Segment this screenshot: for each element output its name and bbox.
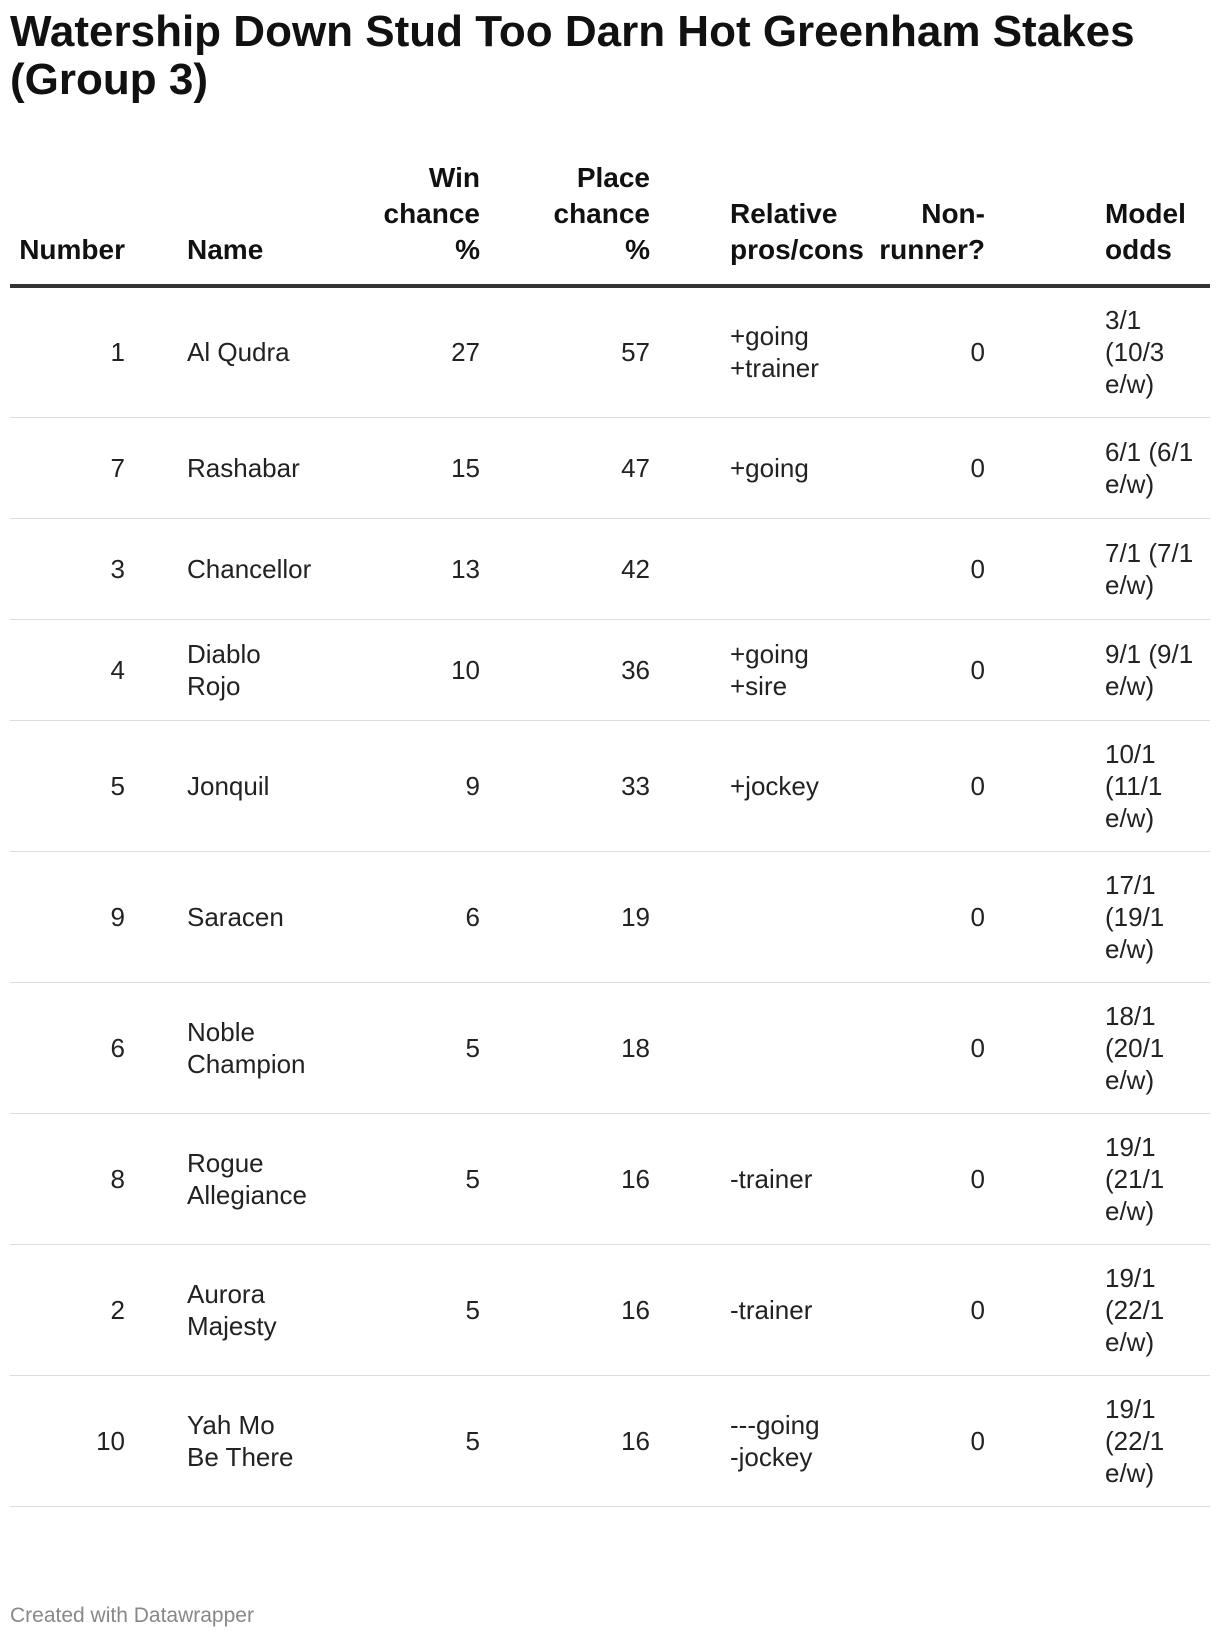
cell-win-chance: 6 [320,851,500,982]
cell-name: Saracen [125,851,320,982]
header-place-chance[interactable]: Place chance % [500,160,670,286]
cell-number: 4 [10,619,125,720]
cell-number: 8 [10,1113,125,1244]
cell-name: Chancellor [125,518,320,619]
cell-place-chance: 42 [500,518,670,619]
table-row [10,982,1210,1113]
cell-number: 10 [10,1375,125,1506]
cell-pros-cons [670,851,860,982]
cell-model-odds: 17/1 (19/1 e/w) [1045,851,1210,982]
cell-non-runner: 0 [860,1375,1045,1506]
cell-place-chance: 36 [500,619,670,720]
cell-non-runner: 0 [860,619,1045,720]
cell-model-odds: 7/1 (7/1 e/w) [1045,518,1210,619]
cell-name: Jonquil [125,720,320,851]
cell-win-chance: 5 [320,982,500,1113]
cell-non-runner: 0 [860,851,1045,982]
cell-place-chance: 16 [500,1375,670,1506]
cell-number: 9 [10,851,125,982]
cell-place-chance: 19 [500,851,670,982]
cell-name: Aurora Majesty [125,1244,320,1375]
cell-non-runner: 0 [860,1113,1045,1244]
cell-win-chance: 5 [320,1113,500,1244]
cell-non-runner: 0 [860,720,1045,851]
cell-name: Noble Champion [125,982,320,1113]
cell-place-chance: 57 [500,286,670,417]
cell-pros-cons: +jockey [670,720,860,851]
cell-win-chance: 10 [320,619,500,720]
cell-model-odds: 3/1 (10/3 e/w) [1045,286,1210,417]
cell-place-chance: 33 [500,720,670,851]
cell-model-odds: 19/1 (22/1 e/w) [1045,1244,1210,1375]
cell-name: Rogue Allegiance [125,1113,320,1244]
table-title: Watership Down Stud Too Darn Hot Greenham Stakes (Group 3) [10,7,1135,104]
cell-model-odds: 19/1 (21/1 e/w) [1045,1113,1210,1244]
cell-win-chance: 9 [320,720,500,851]
odds-table [10,160,1210,1507]
cell-place-chance: 16 [500,1113,670,1244]
cell-model-odds: 6/1 (6/1 e/w) [1045,417,1210,518]
cell-pros-cons: -trainer [670,1113,860,1244]
cell-win-chance: 27 [320,286,500,417]
table-row [10,720,1210,851]
table-body [10,286,1210,1506]
cell-place-chance: 16 [500,1244,670,1375]
cell-pros-cons: -trainer [670,1244,860,1375]
table-row [10,1113,1210,1244]
cell-place-chance: 47 [500,417,670,518]
cell-non-runner: 0 [860,1244,1045,1375]
cell-number: 7 [10,417,125,518]
cell-non-runner: 0 [860,982,1045,1113]
table-row [10,1244,1210,1375]
cell-win-chance: 5 [320,1244,500,1375]
table-row [10,286,1210,417]
cell-name: Diablo Rojo [125,619,320,720]
cell-model-odds: 19/1 (22/1 e/w) [1045,1375,1210,1506]
cell-win-chance: 5 [320,1375,500,1506]
cell-pros-cons: +going +trainer [670,286,860,417]
cell-number: 2 [10,1244,125,1375]
cell-number: 3 [10,518,125,619]
cell-pros-cons: +going +sire [670,619,860,720]
cell-number: 6 [10,982,125,1113]
header-model-odds[interactable]: Model odds [1045,160,1210,286]
cell-model-odds: 9/1 (9/1 e/w) [1045,619,1210,720]
header-non-runner[interactable]: Non- runner? [860,160,1045,286]
cell-number: 5 [10,720,125,851]
header-win-chance[interactable]: Win chance % [320,160,500,286]
header-number[interactable]: Number [10,160,125,286]
cell-pros-cons [670,982,860,1113]
cell-pros-cons: ---going -jockey [670,1375,860,1506]
cell-model-odds: 10/1 (11/1 e/w) [1045,720,1210,851]
table-row [10,851,1210,982]
header-name[interactable]: Name [125,160,320,286]
table-row [10,1375,1210,1506]
cell-win-chance: 13 [320,518,500,619]
header-row [10,160,1210,286]
header-pros-cons[interactable]: Relative pros/cons [670,160,860,286]
cell-win-chance: 15 [320,417,500,518]
table-row [10,417,1210,518]
cell-non-runner: 0 [860,417,1045,518]
cell-name: Al Qudra [125,286,320,417]
table-row [10,619,1210,720]
cell-pros-cons [670,518,860,619]
cell-number: 1 [10,286,125,417]
cell-name: Yah Mo Be There [125,1375,320,1506]
cell-non-runner: 0 [860,518,1045,619]
cell-name: Rashabar [125,417,320,518]
cell-pros-cons: +going [670,417,860,518]
table-row [10,518,1210,619]
cell-place-chance: 18 [500,982,670,1113]
datawrapper-credit[interactable]: Created with Datawrapper [10,1604,254,1627]
cell-model-odds: 18/1 (20/1 e/w) [1045,982,1210,1113]
cell-non-runner: 0 [860,286,1045,417]
